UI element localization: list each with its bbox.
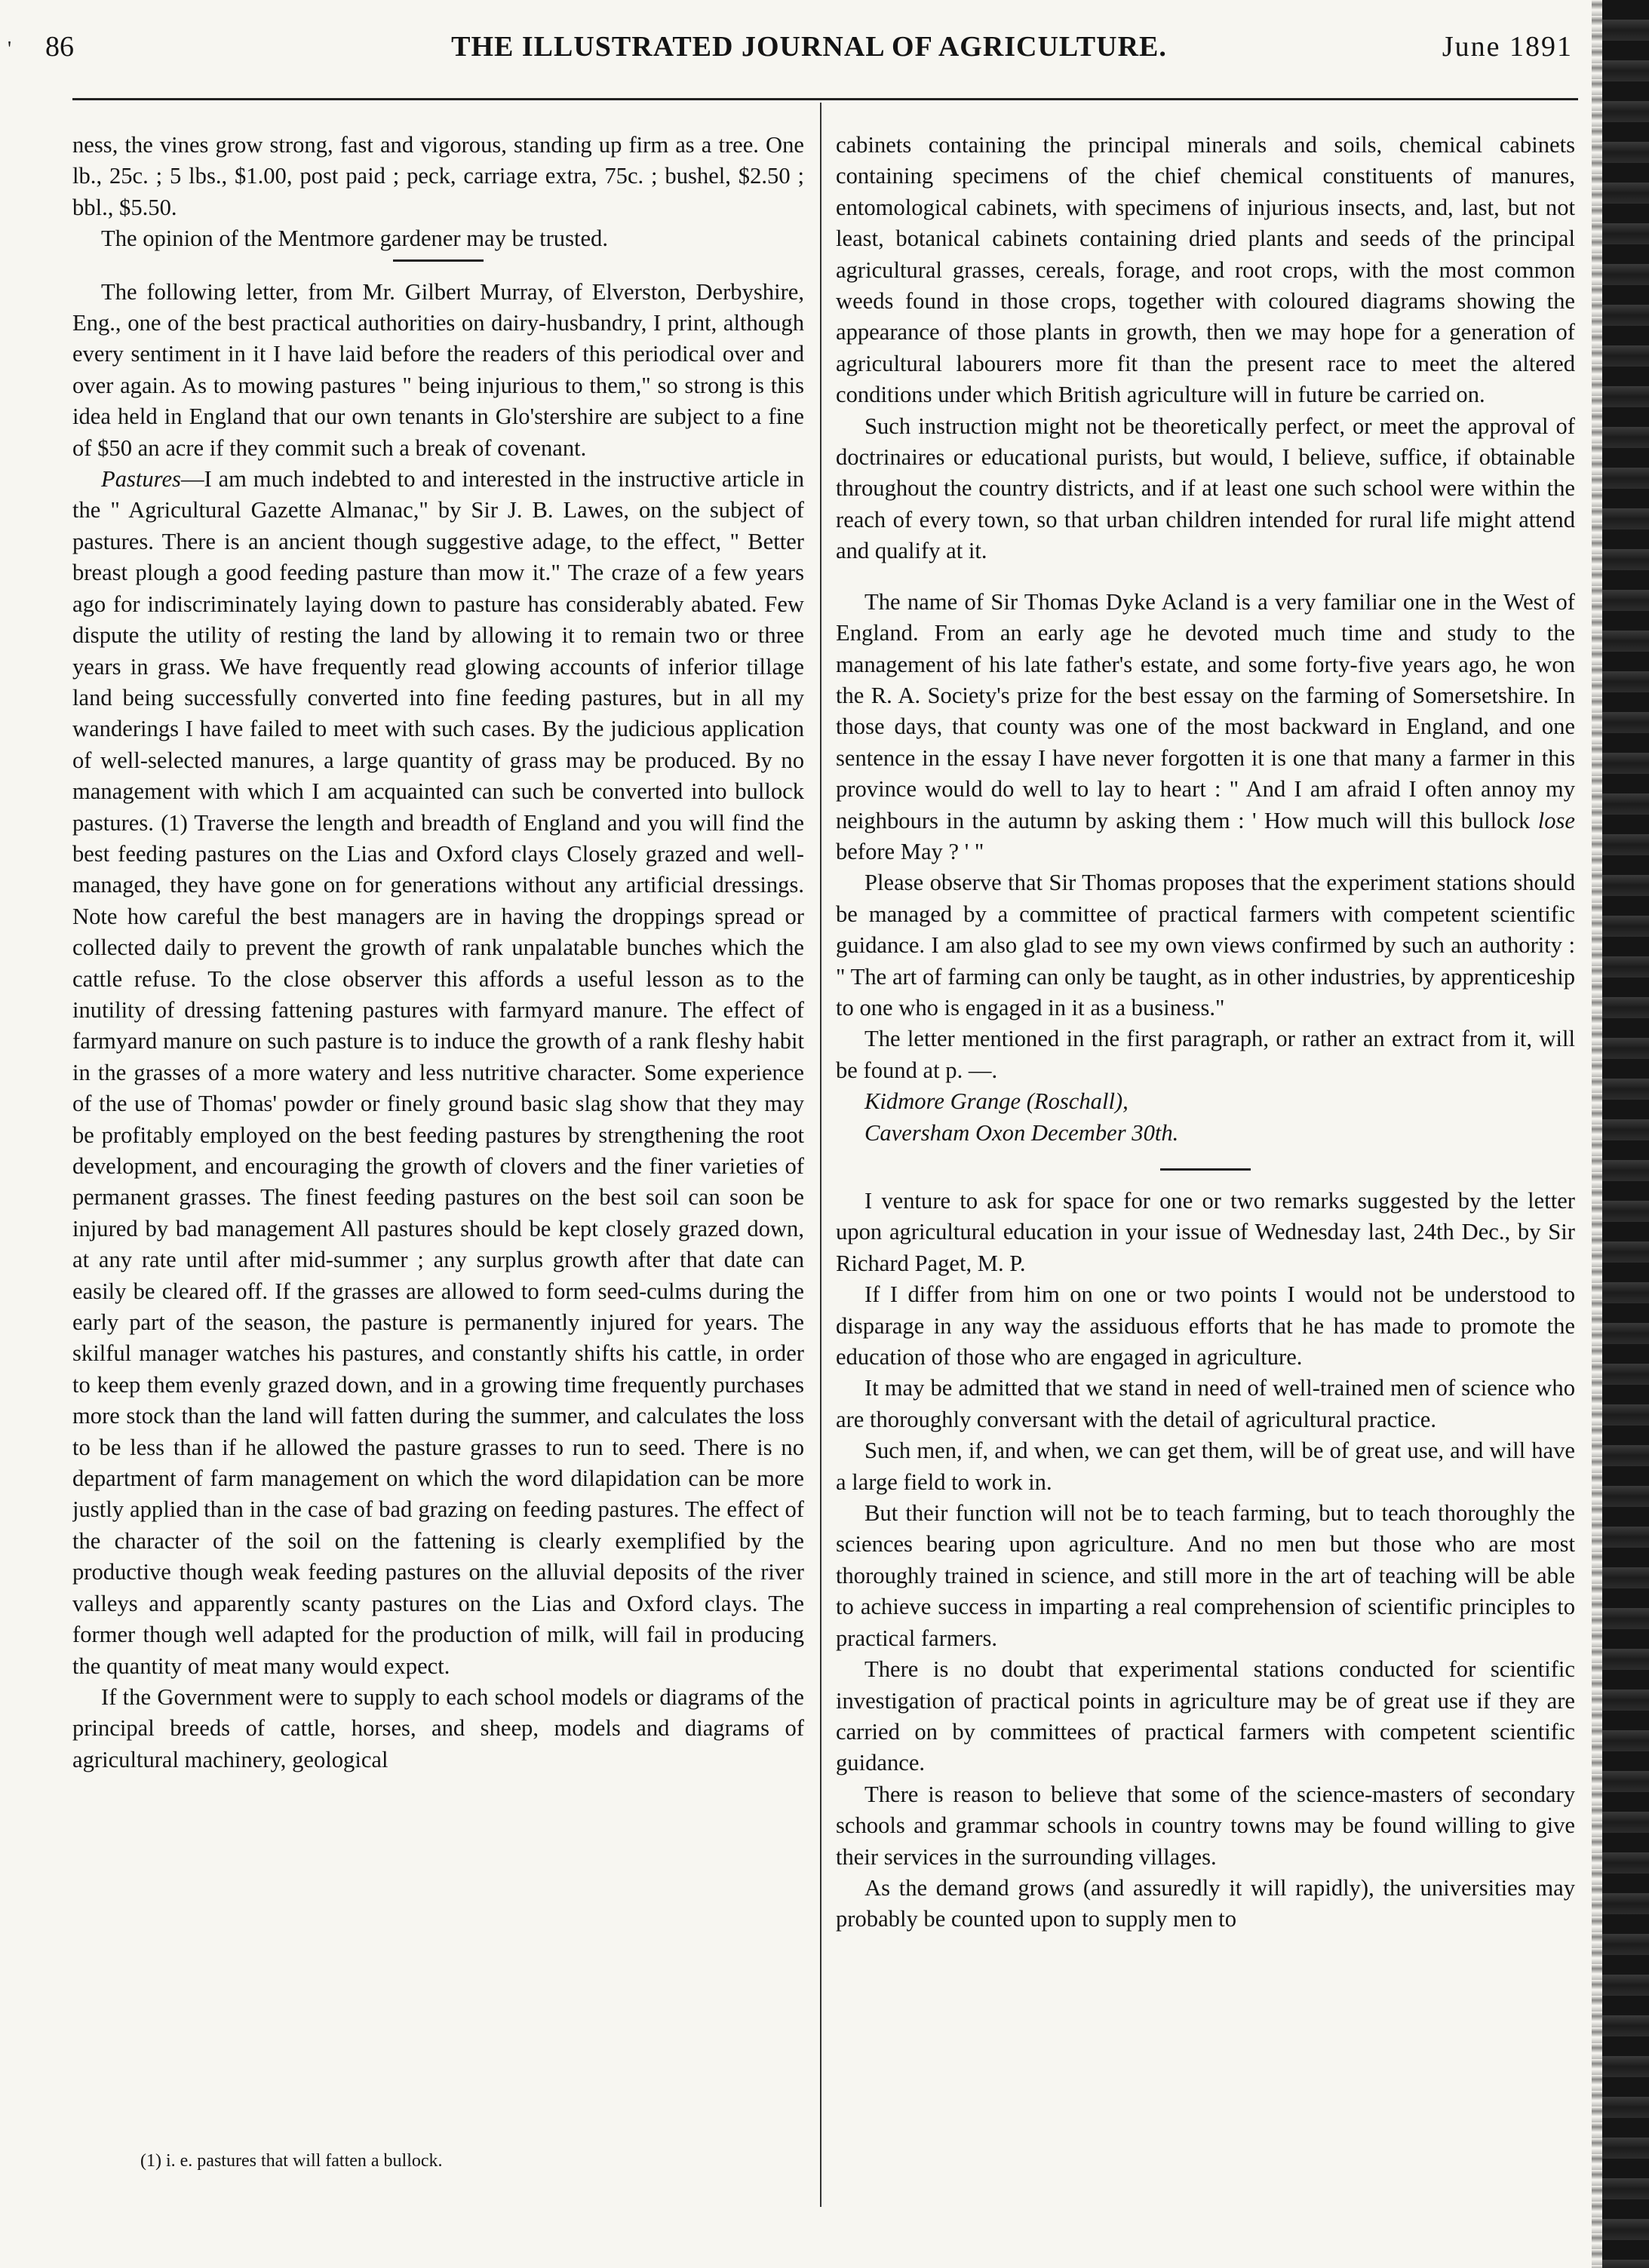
page-number: 86 [45,31,74,63]
section-divider [1160,1168,1251,1171]
header-rule [72,98,1578,100]
paragraph: It may be admitted that we stand in need of well-trained men of science who are thoroughly conversant with the detail of agricultural practice. [836,1375,1575,1432]
page-header [8,30,1573,72]
section-gap [836,567,1575,587]
paragraph: The letter mentioned in the first paragraph, or rather an extract from it, will be found at p. —. [836,1026,1575,1083]
paragraph: ness, the vines grow strong, fast and vigorous, standing up firm as a tree. One lb., 25c. ; 5 lbs., $1.00, post paid ; peck, carriage extra, 75c. ; bushel, $2.50 ; bbl., $5.50. [72,132,804,220]
paragraph: If I differ from him on one or two points I would not be understood to disparage in any way the assiduous efforts that he has made to promote the education of those who are engaged in agriculture. [836,1281,1575,1370]
paragraph: There is reason to believe that some of the science-masters of secondary schools and grammar schools in country towns may be found willing to give their services in the surrounding villages. [836,1781,1575,1870]
footnote: (1) i. e. pastures that will fatten a bullock. [140,2151,443,2171]
paragraph: But their function will not be to teach farming, but to teach thoroughly the sciences bearing upon agriculture. And no men but those who are most thoroughly trained in science, and still more in the art of teaching will be able to achieve success in imparting a real comprehension of scientific principles to practical farmers. [836,1500,1575,1651]
paragraph: As the demand grows (and assuredly it will rapidly), the universities may probably be counted upon to supply men to [836,1874,1575,1932]
acland-text: The name of Sir Thomas Dyke Acland is a very familiar one in the West of England. From an early age he devoted much time and study to the management of his late father's estate, and some forty-five years ago, he won the R. A. Society's prize for the best essay on the farming of Somersetshire. In those days, that county was one of the most backward in England, and one sentence in the essay I have never forgotten it is one that many a farmer in this province would do well to lay to heart : " And I am afraid I often annoy my neighbours in the autumn by asking them : ' How much will this bullock [836,588,1575,833]
signature-place: Kidmore Grange (Roschall), [864,1088,1129,1115]
paragraph: Such men, if, and when, we can get them, will be of great use, and will have a large field to work in. [836,1438,1575,1495]
section-divider [393,259,484,262]
pastures-text: —I am much indebted to and interested in the instructive article in the " Agricultural Gazette Almanac," by Sir J. B. Lawes, on the subject of pastures. There is an ancient though suggestive adage, to the effect, " Better breast plough a good feeding pasture than mow it." The craze of a few years ago for indiscriminately laying down to pasture has considerably abated. Few dispute the utility of resting the land by allowing it to remain two or three years in grass. We have frequently read glowing accounts of inferior tillage land being successfully converted into fine feeding pastures, but in all my wanderings I have failed to meet with such cases. By the judicious application of well-selected manures, a large quantity of grass may be produced. By no management with which I am acquainted can such be converted into bullock pastures. (1) Traverse the length and breadth of England and you will find the best feeding pastures on the Lias and Oxford clays Closely grazed and well-managed, they have gone on for generations without any artificial dressings. Note how careful the best managers are in having the droppings spread or collected daily to prevent the growth of rank unpalatable bunches which the cattle refuse. To the close observer this affords a useful lesson as to the inutility of dressing fattening pastures with farmyard manure. The effect of farmyard manure on such pasture is to induce the growth of a rank fleshy habit in the grasses of a more watery and less nutritive character. Some experience of the use of Thomas' powder or finely ground basic slag show that they may be profitably employed on the best feeding pastures by strengthening the root development, and encouraging the growth of clovers and the finer varieties of permanent grasses. The finest feeding pastures on the best soil can soon be injured by bad management All pastures should be kept closely grazed down, at any rate until after mid-summer ; any surplus growth after that date can easily be cleared off. If the grasses are allowed to form seed-culms during the early part of the season, the pasture is permanently injured for years. The skilful manager watches his pastures, and constantly shifts his cattle, in order to keep them evenly grazed down, and in a growing time frequently purchases more stock than the land will fatten during the summer, and calculates the loss to be less than if he allowed the pasture grasses to run to seed. There is no department of farm management on which the word dilapidation can be more justly applied than in the case of bad grazing on feeding pastures. The effect of the character of the soil on the fattening is clearly exemplified by the productive though weak feeding pastures on the alluvial deposits of the river valleys and apparently scanty pastures on the Lias and Oxford clays. The former though well adapted for the production of milk, will fail in producing the quantity of meat many would expect. [72,466,804,1679]
paragraph [836,587,1575,868]
margin-mark: ' [8,38,12,61]
acland-text-end: before May ? ' " [836,838,984,864]
right-column [836,130,1575,2227]
paragraph: If the Government were to supply to each school models or diagrams of the principal breeds of cattle, horses, and sheep, models and diagrams of agricultural machinery, geological [72,1683,804,1772]
paragraph [72,464,804,1682]
paragraph: There is no doubt that experimental stations conducted for scientific investigation of practical points in agriculture may be of great use if they are carried on by committees of practical farmers with competent scientific guidance. [836,1656,1575,1776]
emphasis: lose [1537,807,1575,833]
paragraph: The opinion of the Mentmore gardener may be trusted. [101,226,609,252]
left-column [72,130,804,2227]
journal-title: THE ILLUSTRATED JOURNAL OF AGRICULTURE. [451,31,1167,63]
paragraph: Please observe that Sir Thomas proposes that the experiment stations should be managed by a committee of practical farmers with competent scientific guidance. I am also glad to see my own views confirmed by such an authority : " The art of farming can only be taught, as in other industries, by apprenticeship to one who is engaged in it as a business." [836,870,1575,1020]
column-divider [820,103,821,2207]
paragraph: I venture to ask for space for one or two remarks suggested by the letter upon agricultural education in your issue of Wednesday last, 24th Dec., by Sir Richard Paget, M. P. [836,1188,1575,1276]
page-binding-edge [1602,0,1649,2268]
paragraph: The following letter, from Mr. Gilbert Murray, of Elverston, Derbyshire, Eng., one of the best practical authorities on dairy-husbandry, I print, although every sentiment in it I have laid before the readers of this periodical over and over again. As to mowing pastures " being injurious to them," so strong is this idea held in England that our own tenants in Glo'stershire are subject to a fine of $50 an acre if they commit such a break of covenant. [72,278,804,461]
paragraph: cabinets containing the principal minerals and soils, chemical cabinets containing specimens of the chief chemical constituents of manures, entomological cabinets, with specimens of injurious insects, and, last, but not least, botanical cabinets containing dried plants and seeds of the principal agricultural grasses, cereals, forage, and root crops, with the most common weeds found in those crops, together with coloured diagrams showing the appearance of those plants in growth, then we may hope for a generation of agricultural labourers more fit than the present race to meet the altered conditions under which British agriculture will in future be carried on. [836,132,1575,408]
signature-date: Caversham Oxon December 30th. [864,1119,1179,1146]
pastures-heading: Pastures [101,466,181,493]
issue-date: June 1891 [1442,31,1573,63]
paragraph: Such instruction might not be theoretically perfect, or meet the approval of doctrinaires or educational purists, but would, I believe, suffice, if obtainable throughout the country districts, and if at least one such school were within the reach of every town, so that urban children intended for rural life might attend and qualify at it. [836,413,1575,564]
